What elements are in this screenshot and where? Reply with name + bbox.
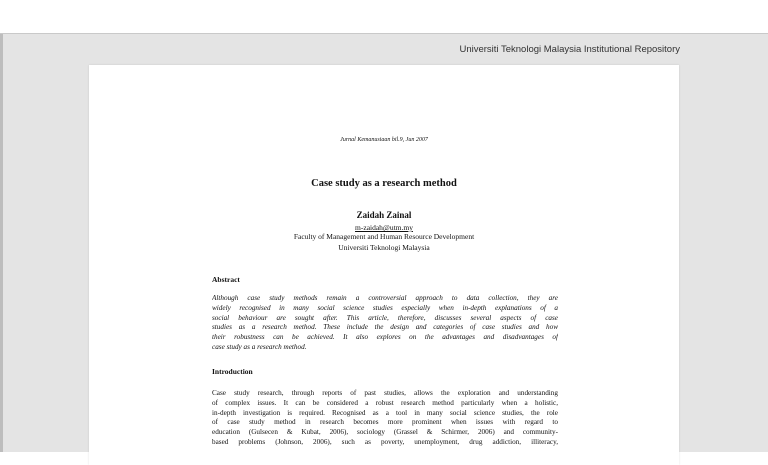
abstract-line: social behaviour are sought after. This article, therefore, discusses several aspects of case (212, 313, 558, 322)
journal-line: Jurnal Kemanusiaan bil.9, Jun 2007 (340, 137, 428, 143)
abstract-line: case study as a research method. (212, 342, 307, 351)
repository-title: Universiti Teknologi Malaysia Institutional Repository (459, 44, 680, 55)
viewer-left-edge (0, 34, 3, 452)
abstract-line: widely recognised in many social science studies especially when in-depth explanations of a (212, 303, 558, 312)
introduction-paragraph (212, 389, 558, 448)
author-name: Zaidah Zainal (356, 210, 412, 220)
intro-line: in-depth investigation is required. Recognised as a tool in many social science studies, the role (212, 408, 558, 417)
introduction-heading: Introduction (212, 367, 253, 376)
pdf-page (89, 65, 679, 465)
affiliation-university: Universiti Teknologi Malaysia (338, 243, 430, 252)
intro-line: of complex issues. It can be considered a robust research method particularly when a holistic, (212, 398, 558, 407)
abstract-line: studies as a research method. These include the design and categories of case studies and how (212, 323, 558, 332)
abstract-line: Although case study methods remain a controversial approach to data collection, they are (212, 294, 558, 302)
intro-line: based problems (Johnson, 2006), such as poverty, unemployment, drug addiction, illiteracy, (212, 437, 558, 446)
affiliation-faculty: Faculty of Management and Human Resource Development (293, 232, 475, 241)
intro-line: of case study method in research becomes more prominent when issues with regard to (212, 418, 558, 427)
intro-line: education (Gulsecen & Kubat, 2006), sociology (Grassel & Schirmer, 2006) and community- (212, 428, 558, 437)
author-email-link[interactable]: m-zaidah@utm.my (355, 223, 413, 232)
paper-title: Case study as a research method (311, 178, 457, 189)
abstract-paragraph (212, 294, 558, 353)
document-viewer[interactable] (0, 33, 768, 452)
intro-line: Case study research, through reports of past studies, allows the exploration and understanding (212, 389, 558, 397)
top-band (0, 0, 768, 33)
abstract-line: their robustness can be achieved. It also explores on the advantages and disadvantages of (212, 333, 558, 342)
abstract-heading: Abstract (212, 275, 240, 284)
